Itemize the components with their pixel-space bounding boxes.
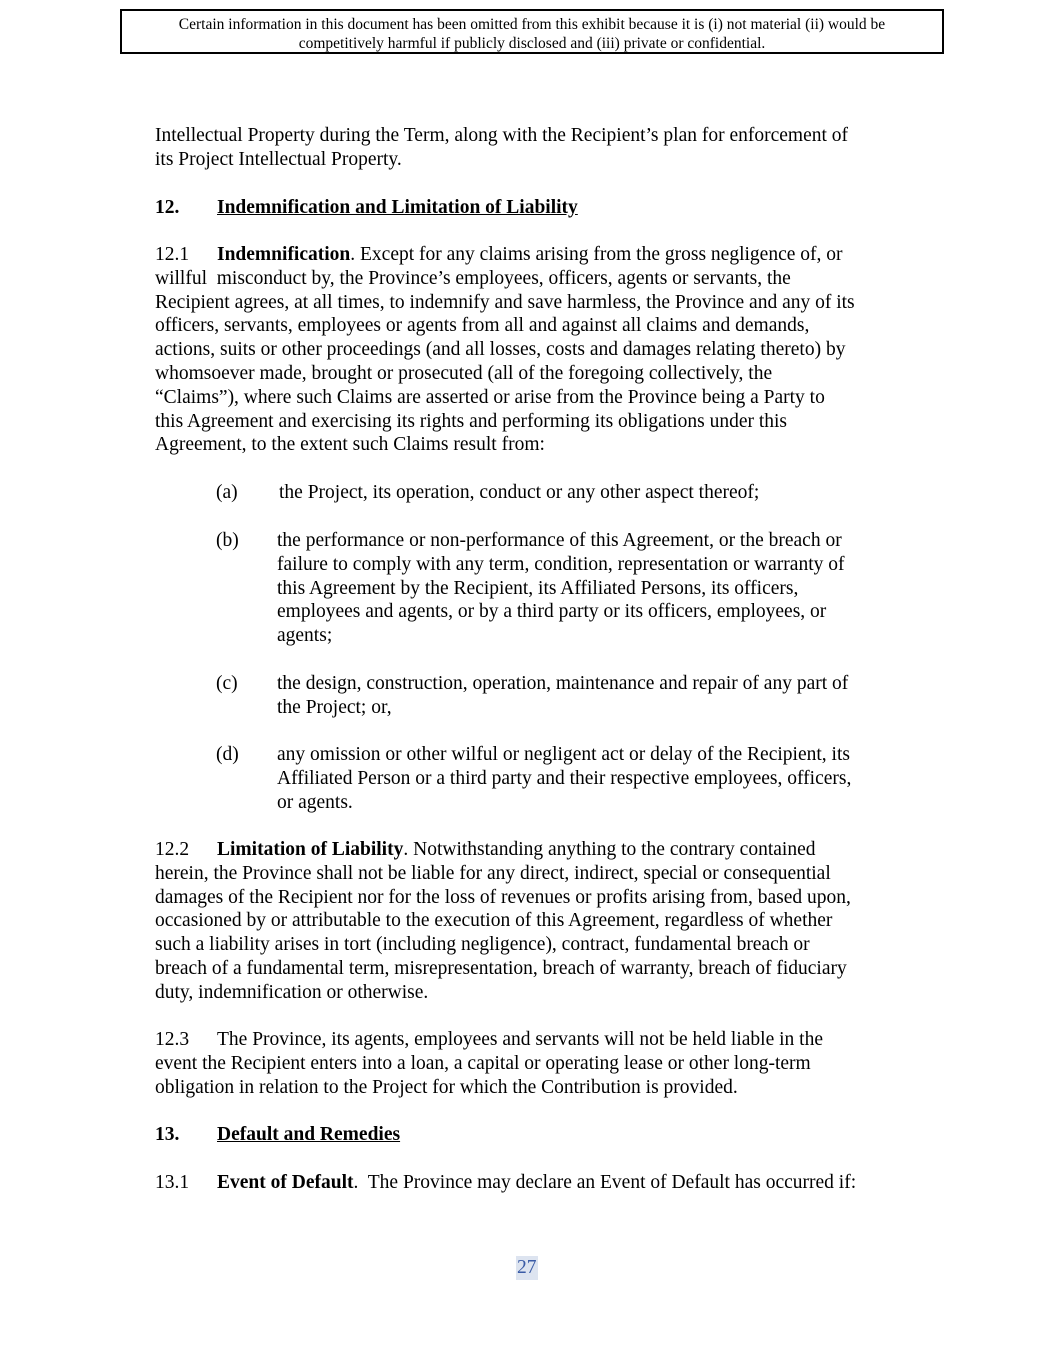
list-item-b-line-3: this Agreement by the Recipient, its Affiliated Persons, its officers,: [277, 577, 799, 599]
list-item-b-line-4: employees and agents, or by a third party or its officers, employees, or: [277, 601, 827, 623]
section-13-heading: [155, 1123, 400, 1147]
page-number: 27: [517, 1257, 537, 1278]
list-item-b-content: [277, 529, 845, 648]
list-item-a: [216, 481, 916, 505]
section-12-title: Indemnification and Limitation of Liability: [217, 197, 578, 218]
list-item-d-line-3: or agents.: [277, 791, 353, 813]
clause-13-1-title: Event of Default: [217, 1172, 354, 1193]
list-item-a-line-1: the Project, its operation, conduct or any other aspect thereof;: [279, 482, 760, 503]
list-item-d-label: (d): [216, 744, 239, 765]
intro-paragraph: [155, 124, 915, 172]
clause-12-3-line-2: event the Recipient enters into a loan, a capital or operating lease or other long-term: [155, 1052, 811, 1074]
section-12-heading: [155, 196, 578, 220]
confidentiality-notice: [120, 9, 944, 54]
intro-line-2: its Project Intellectual Property.: [155, 148, 402, 170]
clause-12-1-line-4: officers, servants, employees or agents from all and against all claims and demands,: [155, 315, 810, 337]
list-item-b-line-1: the performance or non-performance of this Agreement, or the breach or: [277, 530, 842, 551]
intro-line-1: Intellectual Property during the Term, along with the Recipient’s plan for enforcement of: [155, 125, 849, 146]
clause-12-1-line-6: whomsoever made, brought or prosecuted (all of the foregoing collectively, the: [155, 362, 773, 384]
clause-12-2-line-2: herein, the Province shall not be liable for any direct, indirect, special or consequential: [155, 862, 831, 884]
clause-12-2-line-1: [155, 838, 915, 862]
list-item-c: [216, 672, 916, 720]
list-item-a-content: [279, 481, 759, 505]
clause-12-1-line-8: this Agreement and exercising its rights and performing its obligations under this: [155, 410, 788, 432]
clause-12-1-line-1-text: . Except for any claims arising from the gross negligence of, or: [350, 244, 843, 265]
list-item-a-label: (a): [216, 482, 238, 503]
list-item-c-label: (c): [216, 673, 238, 694]
list-item-b-line-2: failure to comply with any term, condition, representation or warranty of: [277, 553, 845, 575]
list-item-d-line-2: Affiliated Person or a third party and their respective employees, officers,: [277, 767, 852, 789]
clause-12-1-line-2: willful misconduct by, the Province’s employees, officers, agents or servants, the: [155, 267, 791, 289]
section-13-number: 13.: [155, 1124, 180, 1145]
clause-12-1-line-5: actions, suits or other proceedings (and all losses, costs and damages relating thereto) by: [155, 339, 846, 361]
list-item-d-content: [277, 743, 851, 814]
clause-12-2-line-1-text: . Notwithstanding anything to the contrary contained: [403, 839, 816, 860]
clause-12-2-paragraph: [155, 838, 915, 1005]
clause-12-3-line-3: obligation in relation to the Project for which the Contribution is provided.: [155, 1076, 738, 1098]
list-item-d: [216, 743, 916, 815]
clause-12-3-number: 12.3: [155, 1029, 190, 1050]
clause-12-3-paragraph: [155, 1028, 915, 1099]
clause-12-2-title: Limitation of Liability: [217, 839, 404, 860]
list-item-b: [216, 529, 916, 649]
list-item-c-line-1: the design, construction, operation, maintenance and repair of any part of: [277, 673, 849, 694]
clause-12-2-line-3: damages of the Recipient nor for the loss of revenues or profits arising from, based upon,: [155, 886, 851, 908]
clause-12-1-line-3: Recipient agrees, at all times, to indemnify and save harmless, the Province and any of its: [155, 291, 855, 313]
clause-13-1-number: 13.1: [155, 1172, 190, 1193]
list-item-b-label: (b): [216, 530, 239, 551]
list-item-b-line-5: agents;: [277, 625, 333, 647]
clause-13-1-line-1-text: . The Province may declare an Event of Default has occurred if:: [353, 1172, 857, 1193]
list-item-c-content: [277, 672, 848, 720]
clause-12-3-line-1: [155, 1028, 915, 1052]
clause-12-2-number: 12.2: [155, 839, 190, 860]
clause-12-2-line-7: duty, indemnification or otherwise.: [155, 981, 429, 1003]
section-12-number: 12.: [155, 197, 180, 218]
list-item-d-line-1: any omission or other wilful or negligent act or delay of the Recipient, its: [277, 744, 850, 765]
list-item-c-line-2: the Project; or,: [277, 696, 392, 718]
clause-12-2-line-6: breach of a fundamental term, misrepresentation, breach of warranty, breach of fiduciary: [155, 957, 847, 979]
clause-12-2-line-4: occasioned by or attributable to the execution of this Agreement, regardless of whether: [155, 910, 833, 932]
clause-12-1-paragraph: [155, 243, 915, 457]
clause-12-1-line-7: “Claims”), where such Claims are asserted or arise from the Province being a Party to: [155, 386, 825, 408]
notice-line-1: Certain information in this document has been omitted from this exhibit because it is (i) not material (ii) would be: [178, 16, 886, 33]
clause-12-3-line-1-text: The Province, its agents, employees and servants will not be held liable in the: [217, 1029, 823, 1050]
clause-12-1-line-9: Agreement, to the extent such Claims result from:: [155, 434, 545, 456]
clause-13-1-paragraph: [155, 1171, 915, 1195]
clause-12-1-number: 12.1: [155, 244, 190, 265]
clause-12-1-line-1: [155, 243, 915, 267]
clause-12-1-title: Indemnification: [217, 244, 351, 265]
section-13-title: Default and Remedies: [217, 1124, 401, 1145]
clause-12-2-line-5: such a liability arises in tort (including negligence), contract, fundamental breach or: [155, 934, 810, 956]
notice-line-2: competitively harmful if publicly disclosed and (iii) private or confidential.: [298, 35, 766, 52]
clause-13-1-line-1: [155, 1171, 915, 1195]
